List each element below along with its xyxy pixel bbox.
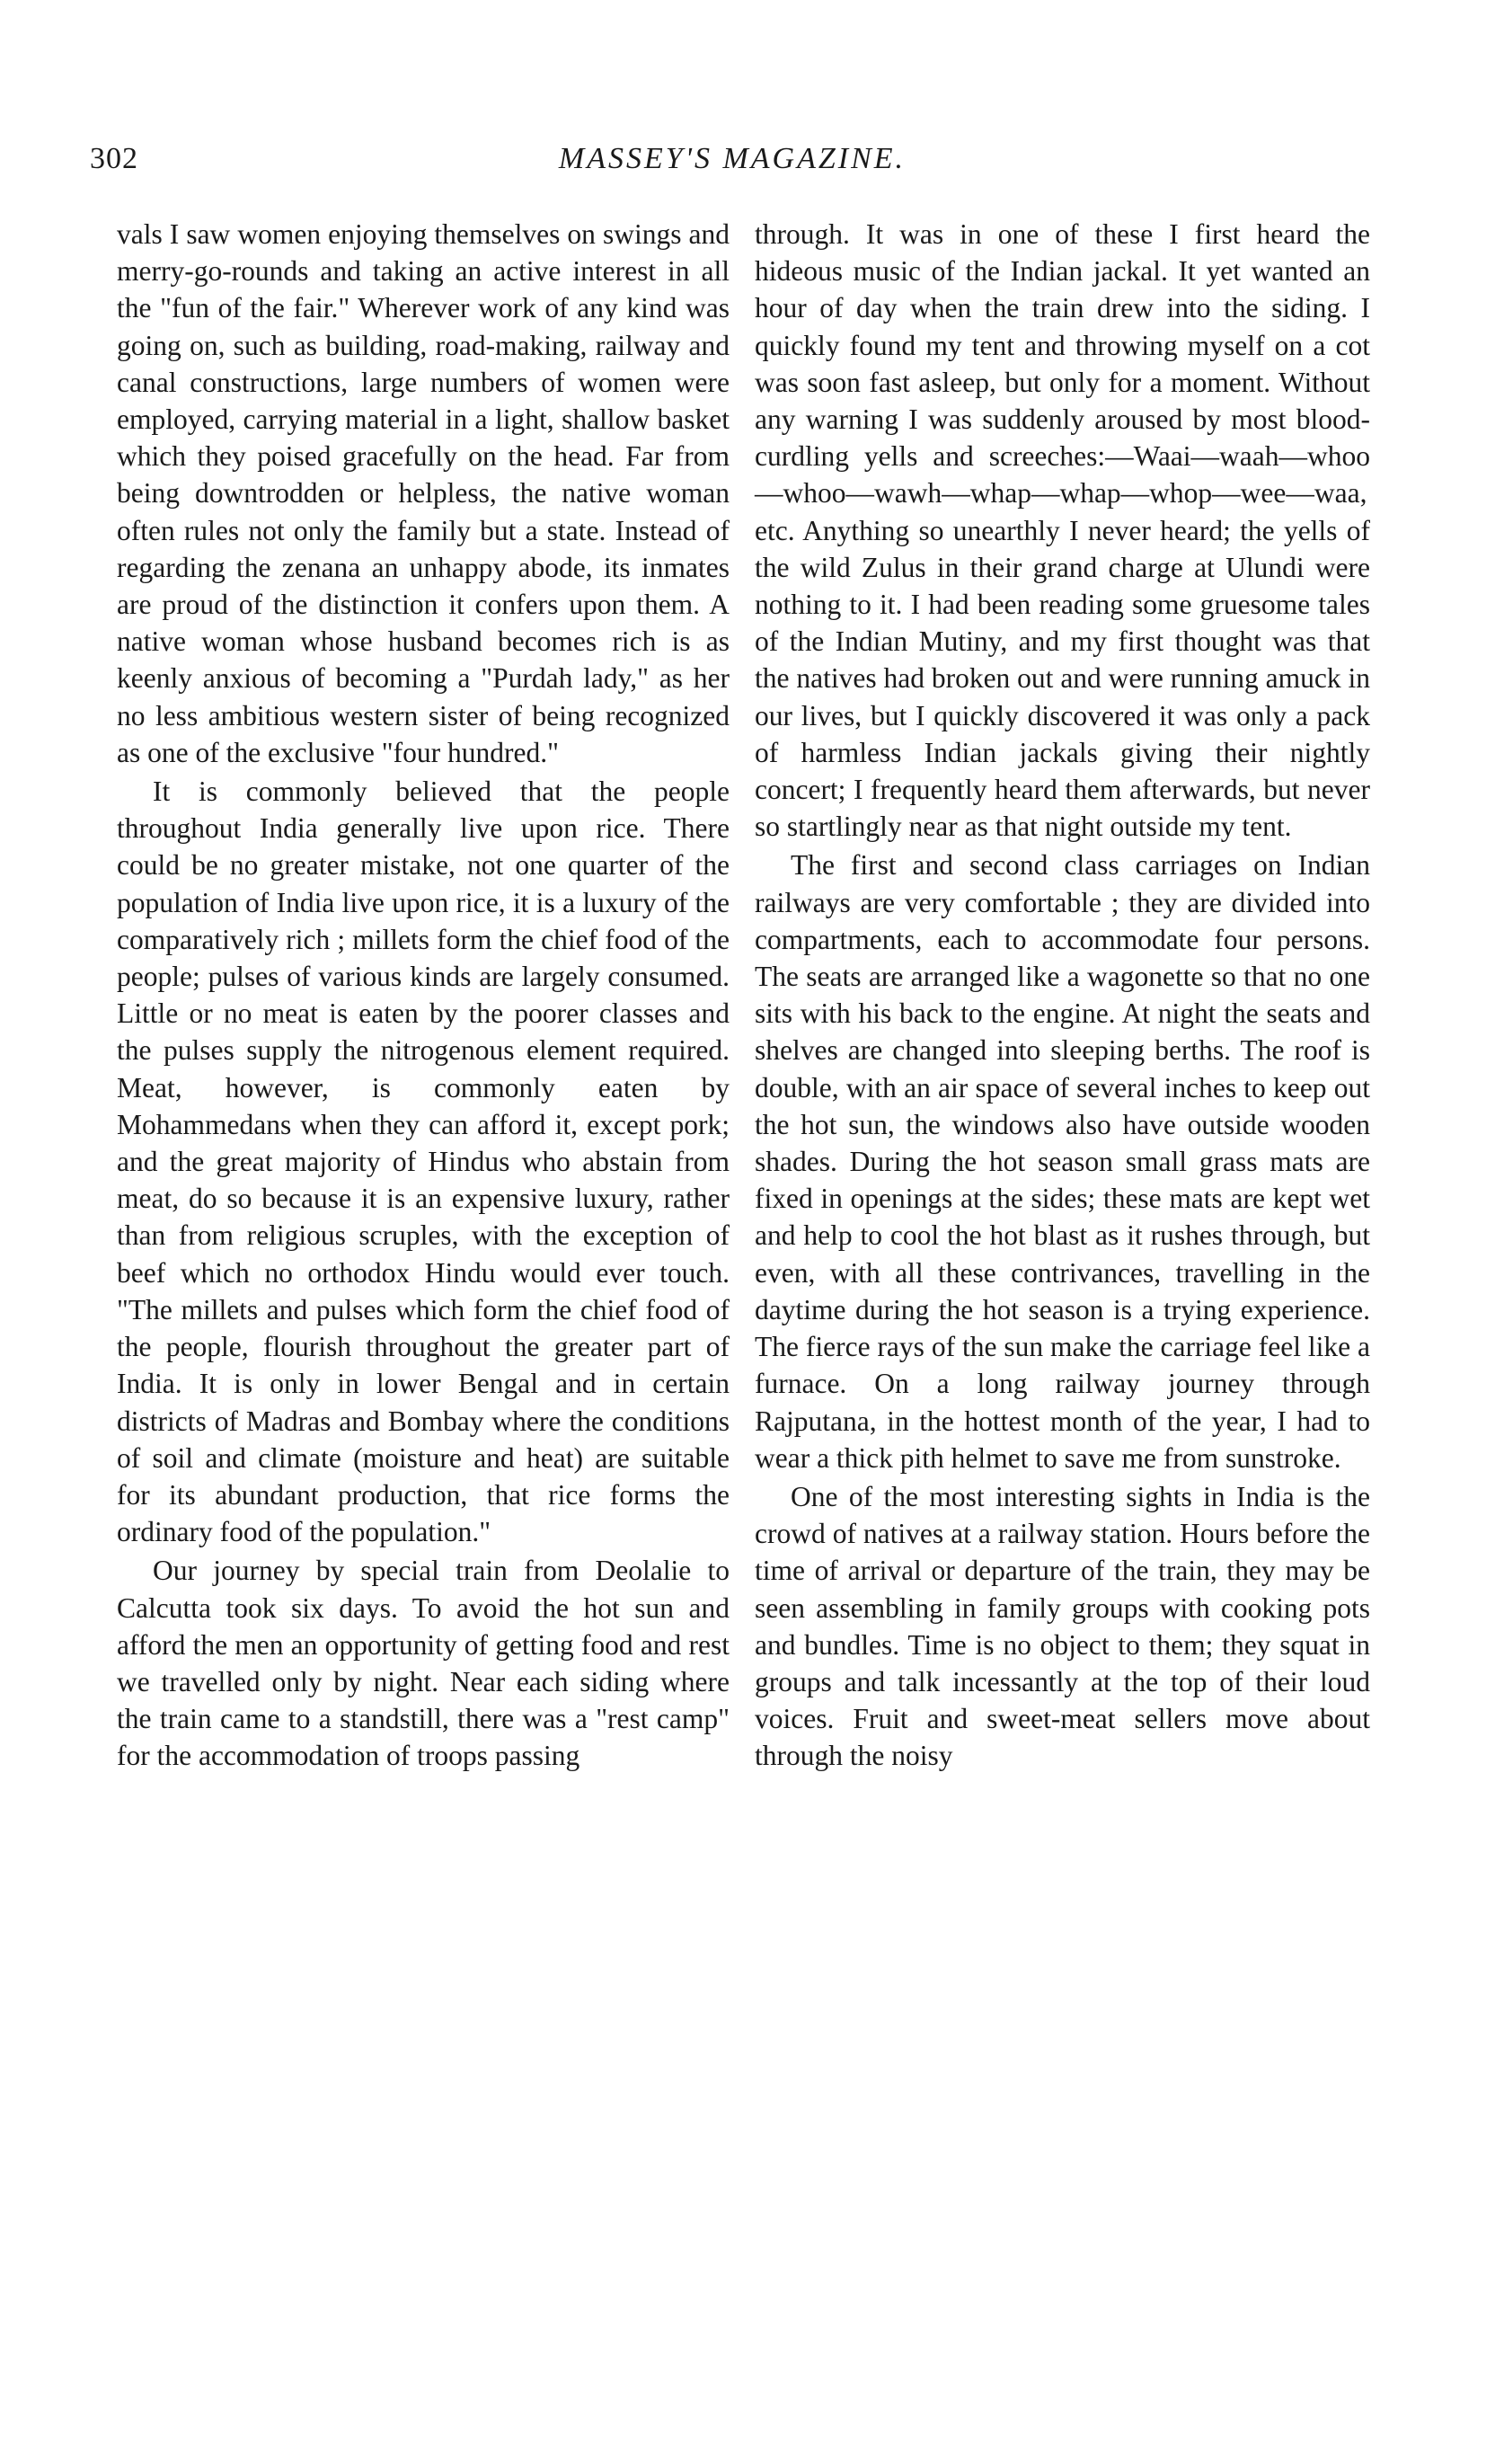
paragraph: vals I saw women enjoying themselves on swings and merry-go-rounds and taking an active interest in all the "fun of the fair." Wherever work of any kind was going on, such as building, road-making, railway and canal constructions, large numbers of women were employed, carrying material in a light, shallow basket which they poised gracefully on the head. Far from being downtrodden or helpless, the native woman often rules not only the family but a state. Instead of regarding the zenana an unhappy abode, its inmates are proud of the distinction it confers upon them. A native woman whose husband becomes rich is as keenly anxious of becoming a "Purdah lady," as her no less ambitious western sister of being recognized as one of the exclusive "four hundred." (117, 218, 730, 768)
paragraph: Our journey by special train from Deolalie to Calcutta took six days. To avoid the hot sun and afford the men an opportunity of getting food and rest we travelled only by night. Near each siding where the train came to a standstill, there was a "rest camp" for the accommodation of troops passing (117, 1555, 730, 1772)
paragraph: It is commonly believed that the people throughout India generally live upon rice. There could be no greater mistake, not one quarter of the population of India live upon rice, it is a luxury of the comparatively rich ; millets form the chief food of the people; pulses of various kinds are largely consumed. Little or no meat is eaten by the poorer classes and the pulses supply the nitrogenous element required. Meat, however, is commonly eaten by Mohammedans when they can afford it, except pork; and the great majority of Hindus who abstain from meat, do so because it is an expensive luxury, rather than from religious scruples, with the exception of beef which no orthodox Hindu would ever touch. "The millets and pulses which form the chief food of the people, flourish throughout the greater part of India. It is only in lower Bengal and in certain districts of Madras and Bombay where the conditions of soil and climate (moisture and heat) are suitable for its abundant production, that rice forms the ordinary food of the population." (117, 776, 730, 1548)
running-head: MASSEY'S MAGAZINE. (558, 142, 907, 175)
left-column (117, 216, 730, 1775)
paragraph: One of the most interesting sights in India is the crowd of natives at a railway station. Hours before the time of arrival or departure of the train, they may be seen assembling in family groups with cooking pots and bundles. Time is no object to them; they squat in groups and talk incessantly at the top of their loud voices. Fruit and sweet-meat sellers move about through the noisy (755, 1480, 1370, 1772)
paragraph: through. It was in one of these I first heard the hideous music of the Indian jackal. It yet wanted an hour of day when the train drew into the siding. I quickly found my tent and throwing myself on a cot was soon fast asleep, but only for a moment. Without any warning I was suddenly aroused by most blood-curdling yells and screeches:—Waai—waah—whoo—whoo—wawh—whap—whap—whop—wee—waa, etc. Anything so unearthly I never heard; the yells of the wild Zulus in their grand charge at Ulundi were nothing to it. I had been reading some gruesome tales of the Indian Mutiny, and my first thought was that the natives had broken out and were running amuck in our lives, but I quickly discovered it was only a pack of harmless Indian jackals giving their nightly concert; I frequently heard them afterwards, but never so startlingly near as that night outside my tent. (755, 218, 1370, 843)
right-column (755, 216, 1370, 1775)
page-header (90, 142, 1375, 196)
paragraph: The first and second class carriages on Indian railways are very comfortable ; they are divided into compartments, each to accommodate four persons. The seats are arranged like a wagonette so that no one sits with his back to the engine. At night the seats and shelves are changed into sleeping berths. The roof is double, with an air space of several inches to keep out the hot sun, the windows also have outside wooden shades. During the hot season small grass mats are fixed in openings at the sides; these mats are kept wet and help to cool the hot blast as it rushes through, but even, with all these contrivances, travelling in the daytime during the hot season is a trying experience. The fierce rays of the sun make the carriage feel like a furnace. On a long railway journey through Rajputana, in the hottest month of the year, I had to wear a thick pith helmet to save me from sunstroke. (755, 849, 1370, 1474)
page-number: 302 (90, 142, 138, 175)
